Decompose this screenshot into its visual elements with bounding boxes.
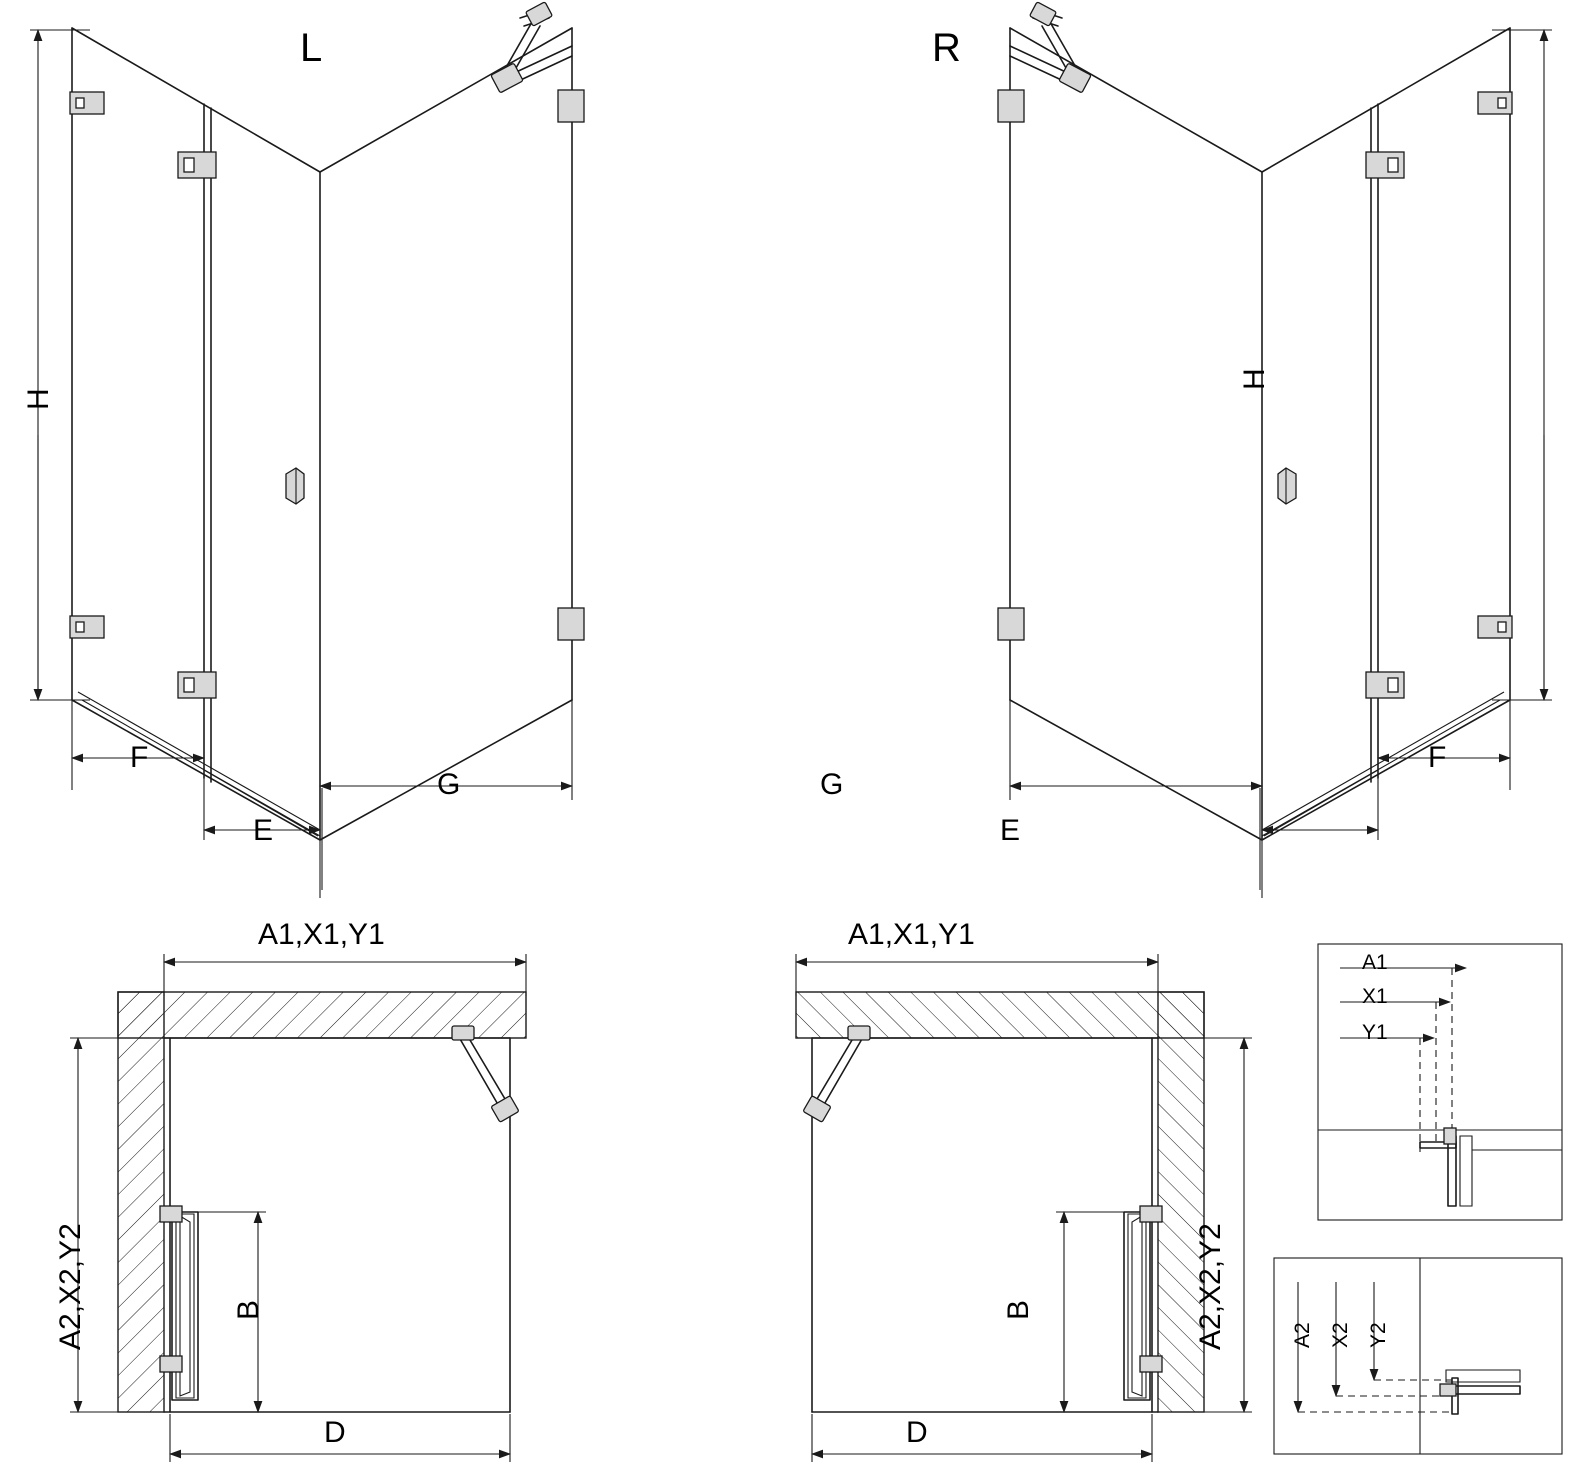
- detail-bottom-label-y2: Y2: [1367, 1322, 1390, 1348]
- plan-left-top-dim-label: A1,X1,Y1: [258, 918, 385, 951]
- detail-top-geometry: [1318, 944, 1562, 1220]
- iso-right-geometry: [998, 2, 1552, 898]
- iso-left-door-label: E: [253, 814, 274, 847]
- plan-left-side-dim-label: A2,X2,Y2: [54, 1223, 87, 1350]
- detail-bottom-label-a2: A2: [1291, 1322, 1314, 1348]
- plan-right-side-dim-label: A2,X2,Y2: [1194, 1223, 1227, 1350]
- plan-right-geometry: [796, 954, 1252, 1462]
- plan-right-door-opening-label: B: [1002, 1299, 1035, 1320]
- detail-top-label-y1: Y1: [1362, 1021, 1388, 1044]
- iso-right-door-label: E: [1000, 814, 1021, 847]
- iso-left-geometry: [30, 2, 584, 898]
- plan-left-geometry: [70, 954, 526, 1462]
- iso-right-front-panel-label: F: [1428, 741, 1447, 774]
- plan-right-bottom-dim-label: D: [906, 1416, 928, 1449]
- plan-left-bottom-dim-label: D: [324, 1416, 346, 1449]
- detail-bottom-geometry: [1274, 1258, 1562, 1454]
- iso-left-height-label: H: [22, 388, 55, 410]
- iso-left-front-panel-label: F: [130, 741, 149, 774]
- plan-right-top-dim-label: A1,X1,Y1: [848, 918, 975, 951]
- detail-bottom-label-x2: X2: [1329, 1322, 1352, 1348]
- view-title-right: R: [932, 26, 961, 70]
- iso-right-side-panel-label: G: [820, 768, 844, 801]
- detail-top-label-x1: X1: [1362, 985, 1388, 1008]
- view-title-left: L: [300, 26, 323, 70]
- plan-left-door-opening-label: B: [232, 1299, 265, 1320]
- iso-right-height-label: H: [1238, 368, 1271, 390]
- detail-top-label-a1: A1: [1362, 951, 1388, 974]
- iso-left-side-panel-label: G: [437, 768, 461, 801]
